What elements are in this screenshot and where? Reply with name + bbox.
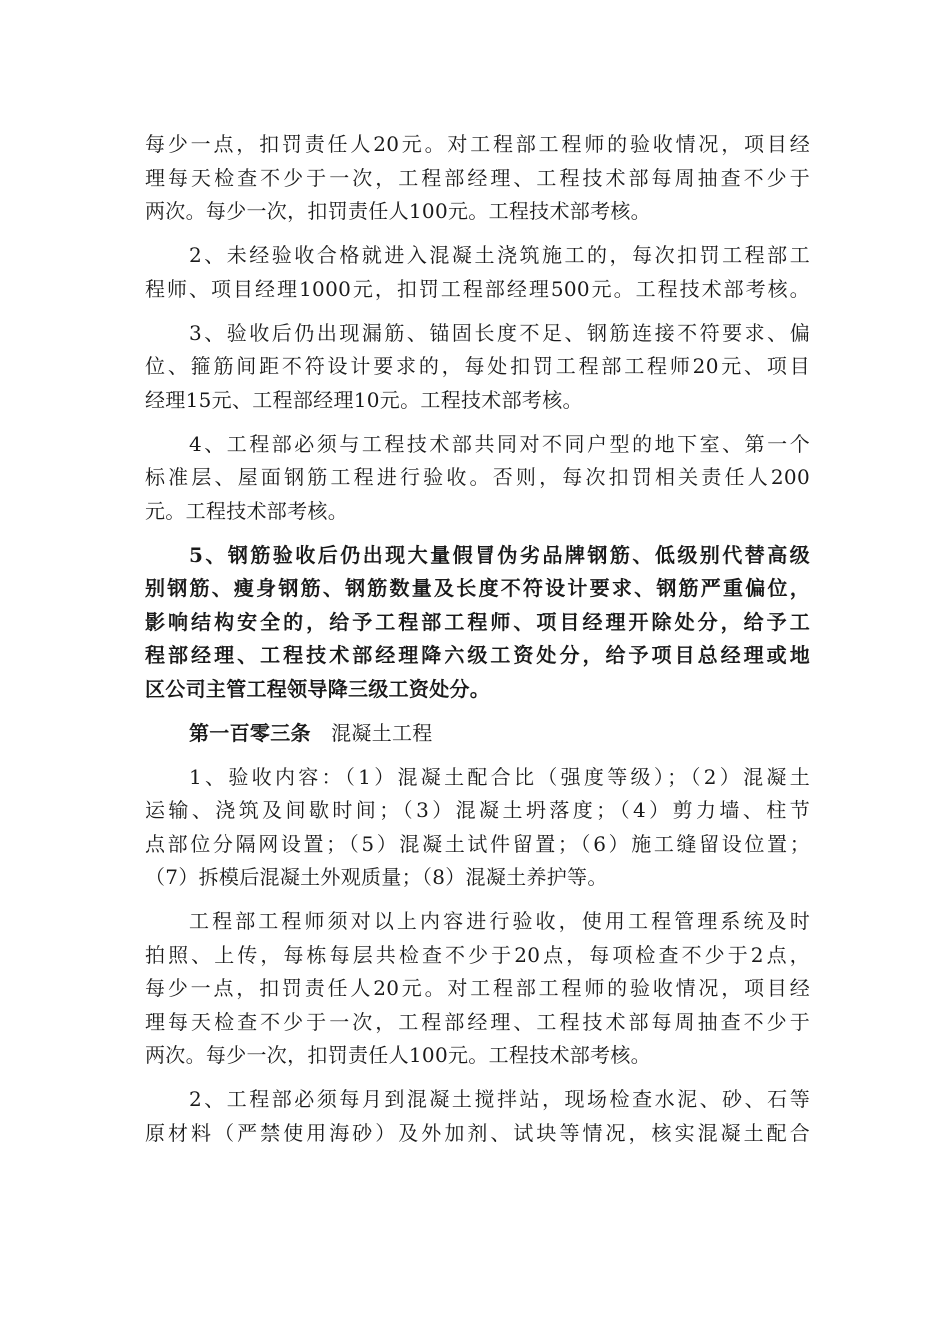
text-line: 理每天检查不少于一次，工程部经理、工程技术部每周抽查不少于 <box>145 165 810 190</box>
text-line: 拍照、上传，每栋每层共检查不少于20点，每项检查不少于2点， <box>145 942 810 967</box>
text-line: 经理15元、工程部经理10元。工程技术部考核。 <box>145 387 583 412</box>
text-line: 每少一点，扣罚责任人20元。对工程部工程师的验收情况，项目经 <box>145 976 810 1000</box>
text-line: 4、工程部必须与工程技术部共同对不同户型的地下室、第一个 <box>189 431 810 456</box>
text-line: 3、验收后仍出现漏筋、锚固长度不足、钢筋连接不符要求、偏 <box>189 320 810 345</box>
text-line: （7）拆模后混凝土外观质量；（8）混凝土养护等。 <box>145 865 608 889</box>
text-line: 原材料（严禁使用海砂）及外加剂、试块等情况，核实混凝土配合 <box>145 1120 810 1145</box>
text-line: 1、验收内容：（1）混凝土配合比（强度等级）；（2）混凝土 <box>189 764 810 789</box>
text-line: 程师、项目经理1000元，扣罚工程部经理500元。工程技术部考核。 <box>145 276 810 301</box>
text-line: 别钢筋、瘦身钢筋、钢筋数量及长度不符设计要求、钢筋严重偏位， <box>145 576 810 600</box>
text-line: 影响结构安全的，给予工程部工程师、项目经理开除处分，给予工 <box>145 609 810 634</box>
body-text <box>145 128 810 1150</box>
paragraph <box>145 428 810 529</box>
text-line: 两次。每少一次，扣罚责任人100元。工程技术部考核。 <box>145 199 651 223</box>
text-line: 两次。每少一次，扣罚责任人100元。工程技术部考核。 <box>145 1043 651 1067</box>
text-line: 标准层、屋面钢筋工程进行验收。否则，每次扣罚相关责任人200 <box>145 465 810 489</box>
text-line: 每少一点，扣罚责任人20元。对工程部工程师的验收情况，项目经 <box>145 132 810 156</box>
text-line: 工程部工程师须对以上内容进行验收，使用工程管理系统及时 <box>189 909 810 933</box>
text-line: 点部位分隔网设置；（5）混凝土试件留置；（6）施工缝留设位置； <box>145 831 810 856</box>
text-line: 5、钢筋验收后仍出现大量假冒伪劣品牌钢筋、低级别代替高级 <box>189 542 810 567</box>
paragraph <box>145 761 810 895</box>
text-line: 程部经理、工程技术部经理降六级工资处分，给予项目总经理或地 <box>145 643 810 667</box>
heading-line <box>145 717 810 751</box>
paragraph <box>145 1083 810 1150</box>
article-number: 第一百零三条 <box>189 720 311 745</box>
text-line: 理每天检查不少于一次，工程部经理、工程技术部每周抽查不少于 <box>145 1009 810 1034</box>
paragraph-bold <box>145 539 810 707</box>
paragraph <box>145 128 810 229</box>
text-line: 2、未经验收合格就进入混凝土浇筑施工的，每次扣罚工程部工 <box>189 243 810 267</box>
paragraph <box>145 239 810 306</box>
text-line: 位、箍筋间距不符设计要求的，每处扣罚工程部工程师20元、项目 <box>145 354 810 378</box>
section-heading <box>145 717 810 751</box>
paragraph <box>145 317 810 418</box>
text-line: 运输、浇筑及间歇时间；（3）混凝土坍落度；（4）剪力墙、柱节 <box>145 798 810 822</box>
text-line: 元。工程技术部考核。 <box>145 498 348 523</box>
text-line: 2、工程部必须每月到混凝土搅拌站，现场检查水泥、砂、石等 <box>189 1087 810 1111</box>
paragraph <box>145 905 810 1073</box>
text-line: 区公司主管工程领导降三级工资处分。 <box>145 676 491 701</box>
article-title: 混凝土工程 <box>310 720 433 745</box>
